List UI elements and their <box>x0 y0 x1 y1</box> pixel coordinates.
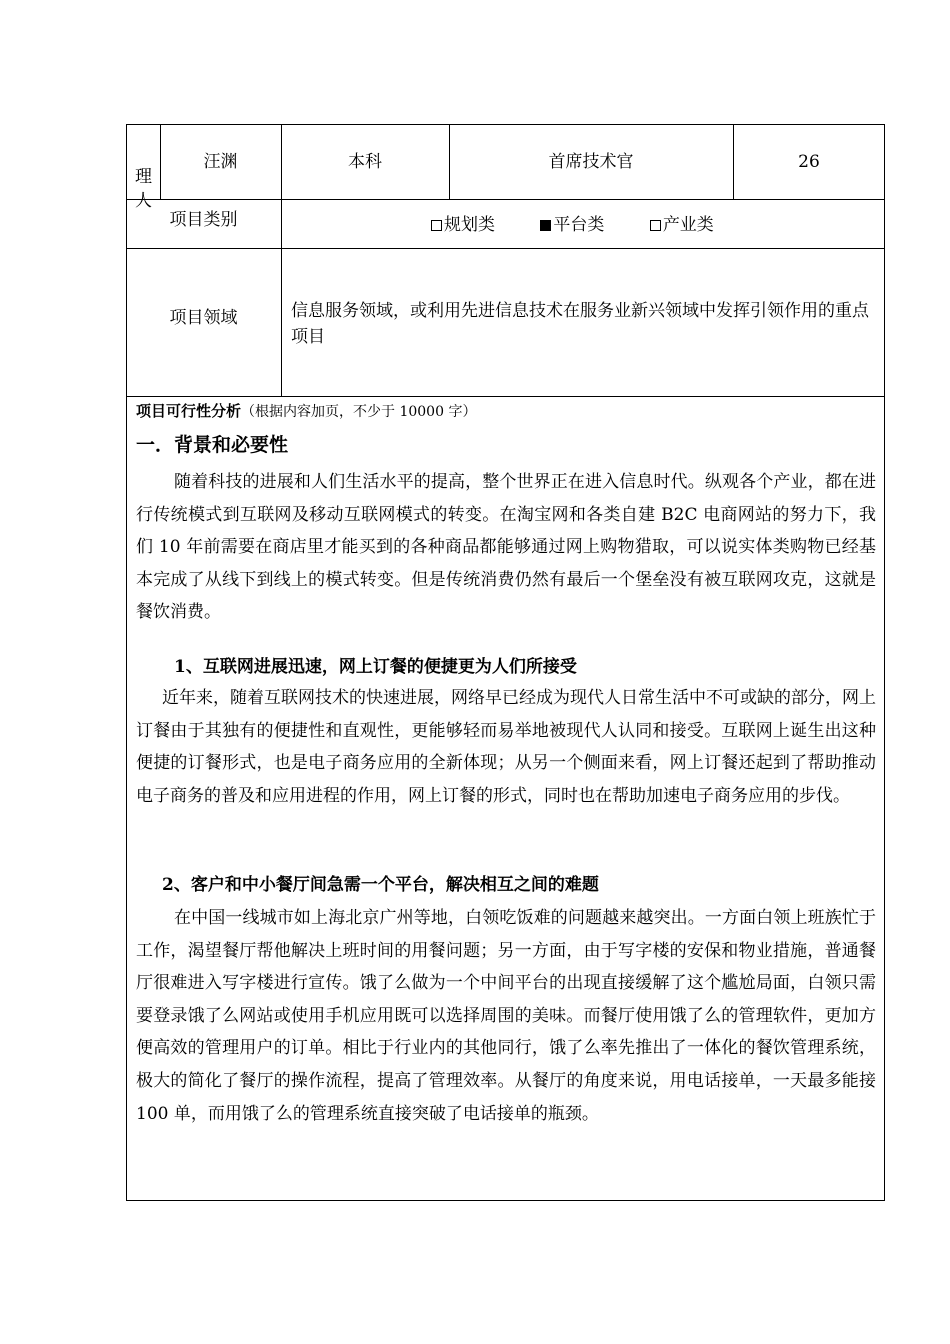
row-divider <box>126 199 885 200</box>
category-option-platform[interactable]: 平台类 <box>540 215 609 235</box>
checkbox-filled-icon <box>540 220 551 231</box>
checkbox-empty-icon <box>650 220 661 231</box>
row-label-fragment: 理人 <box>135 167 152 211</box>
subheading-2: 2、客户和中小餐厅间急需一个平台，解决相互之间的难题 <box>162 875 599 895</box>
category-options <box>431 214 714 236</box>
paragraph-1: 近年来，随着互联网技术的快速进展，网络早已经成为现代人日常生活中不可或缺的部分，网上订餐由于其独有的便捷性和直观性，更能够轻而易举地被现代人认同和接受。互联网上诞生出这种便捷的订餐形式，也是电子商务应用的全新体现；从另一个侧面来看，网上订餐还起到了帮助推动电子商务的普及和应用进程的作用，网上订餐的形式，同时也在帮助加速电子商务应用的步伐。 <box>136 688 876 806</box>
age-value: 26 <box>798 152 820 172</box>
intro-paragraph: 随着科技的进展和人们生活水平的提高，整个世界正在进入信息时代。纵观各个产业，都在进行传统模式到互联网及移动互联网模式的转变。在淘宝网和各类自建 B2C 电商网站的努力下，我们 10 年前需要在商店里才能买到的各种商品都能够通过网上购物猎取，可以说实体类购物已经基本完成了从线下到线上的模式转变。但是传统消费仍然有最后一个堡垒没有被互联网攻克，这就是餐饮消费。 <box>136 472 876 623</box>
feasibility-note: （根据内容加页，不少于 10000 字） <box>241 404 477 420</box>
category-label: 项目类别 <box>169 210 238 230</box>
field-value: 信息服务领域，或利用先进信息技术在服务业新兴领域中发挥引领作用的重点项目 <box>291 301 869 347</box>
education-level: 本科 <box>348 152 382 172</box>
field-label: 项目领域 <box>169 308 238 328</box>
section-heading: 一．背景和必要性 <box>136 434 289 456</box>
category-option-planning[interactable]: 规划类 <box>431 215 500 235</box>
row-divider <box>126 396 885 397</box>
person-name: 汪渊 <box>203 152 238 172</box>
category-option-industry[interactable]: 产业类 <box>650 215 714 235</box>
subheading-1: 1、互联网进展迅速，网上订餐的便捷更为人们所接受 <box>174 657 577 677</box>
checkbox-empty-icon <box>431 220 442 231</box>
job-position: 首席技术官 <box>548 152 634 172</box>
feasibility-title: 项目可行性分析（根据内容加页，不少于 10000 字） <box>136 402 477 420</box>
row-divider <box>126 248 885 249</box>
paragraph-2: 在中国一线城市如上海北京广州等地，白领吃饭难的问题越来越突出。一方面白领上班族忙于工作，渴望餐厅帮他解决上班时间的用餐问题；另一方面，由于写字楼的安保和物业措施，普通餐厅很难进入写字楼进行宣传。饿了么做为一个中间平台的出现直接缓解了这个尴尬局面，白领只需要登录饿了么网站或使用手机应用既可以选择周围的美味。而餐厅使用饿了么的管理软件，更加方便高效的管理用户的订单。相比于行业内的其他同行，饿了么率先推出了一体化的餐饮管理系统，极大的简化了餐厅的操作流程，提高了管理效率。从餐厅的角度来说，用电话接单，一天最多能接 100 单，而用饿了么的管理系统直接突破了电话接单的瓶颈。 <box>136 908 876 1124</box>
